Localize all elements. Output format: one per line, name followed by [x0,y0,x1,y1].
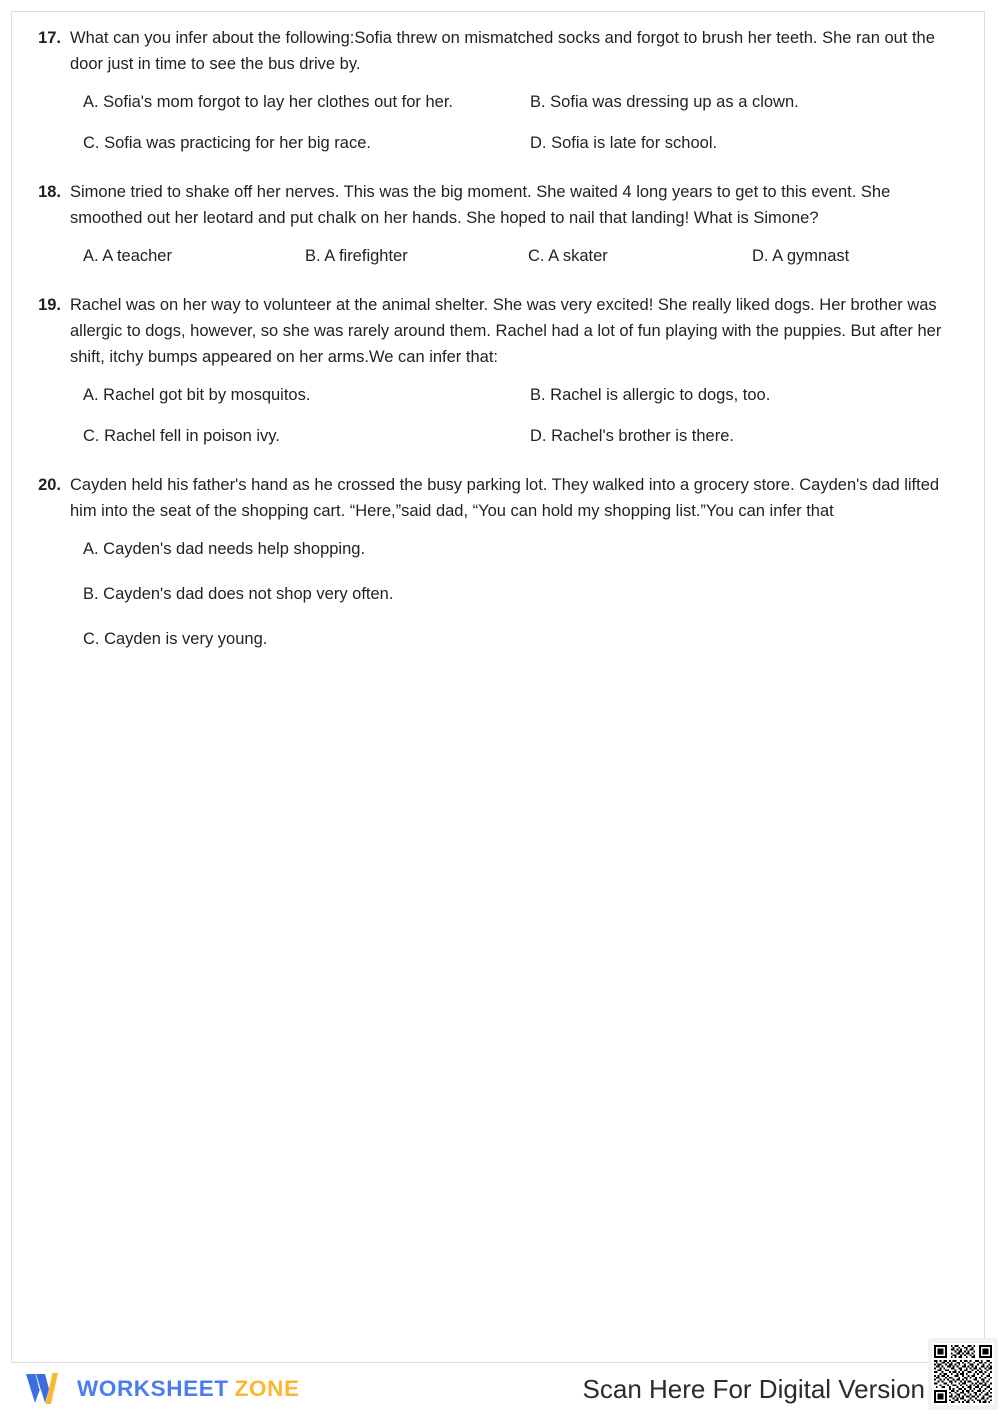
answer-option[interactable]: C. A skater [528,247,608,265]
question-number: 18. [38,183,61,201]
question-block [25,25,967,155]
answer-option[interactable]: B. Cayden's dad does not shop very often. [83,585,394,603]
answer-option-list [70,538,967,651]
brand-wordmark [77,1375,300,1401]
answer-option[interactable]: B. A firefighter [305,247,408,265]
question-list [25,25,967,675]
answer-option[interactable]: A. Sofia's mom forgot to lay her clothes out for her. [83,93,453,111]
question-number: 20. [38,476,61,494]
scan-here-label: Scan Here For Digital Version [582,1374,925,1404]
brand-zone-text: ZONE [234,1375,300,1401]
answer-option-list [70,91,967,155]
worksheet-zone-mark-icon [22,1369,68,1409]
question-text: Simone tried to shake off her nerves. This was the big moment. She waited 4 long years to get to this event. She smoothed out her leotard and put chalk on her hands. She hoped to nail that landing! What is Simone? [70,183,891,227]
worksheet-page-sheet [11,11,985,1363]
question-block [25,179,967,268]
question-text: What can you infer about the following:Sofia threw on mismatched socks and forgot to brush her teeth. She ran out the door just in time to see the bus drive by. [70,29,935,73]
page-footer [0,1364,1000,1414]
answer-option[interactable]: A. Cayden's dad needs help shopping. [83,540,366,558]
answer-option[interactable]: C. Sofia was practicing for her big race. [83,134,371,152]
question-number: 17. [38,29,61,47]
worksheet-zone-logo[interactable] [22,1368,300,1410]
question-text: Cayden held his father's hand as he crossed the busy parking lot. They walked into a grocery store. Cayden's dad lifted him into the seat of the shopping cart. “Here,”said dad, “You can hold my shopping list.”You can infer that [70,476,940,520]
question-block [25,472,967,651]
answer-option[interactable]: D. Rachel's brother is there. [530,427,734,445]
answer-option[interactable]: B. Sofia was dressing up as a clown. [530,93,799,111]
qr-code-icon[interactable] [928,1338,998,1410]
answer-option[interactable]: B. Rachel is allergic to dogs, too. [530,386,771,404]
answer-option[interactable]: C. Rachel fell in poison ivy. [83,427,280,445]
question-block [25,292,967,448]
answer-option-list [70,245,967,268]
answer-option[interactable]: A. Rachel got bit by mosquitos. [83,386,311,404]
answer-option[interactable]: D. A gymnast [752,247,850,265]
brand-worksheet-text: WORKSHEET [77,1375,229,1401]
answer-option-list [70,384,967,448]
question-number: 19. [38,296,61,314]
question-text: Rachel was on her way to volunteer at the animal shelter. She was very excited! She really liked dogs. Her brother was allergic to dogs, however, so she was rarely around them. Rachel had a lot of fun playing with the puppies. But after her shift, itchy bumps appeared on her arms.We can infer that: [70,296,942,366]
answer-option[interactable]: A. A teacher [83,247,172,265]
answer-option[interactable]: C. Cayden is very young. [83,630,268,648]
answer-option[interactable]: D. Sofia is late for school. [530,134,718,152]
